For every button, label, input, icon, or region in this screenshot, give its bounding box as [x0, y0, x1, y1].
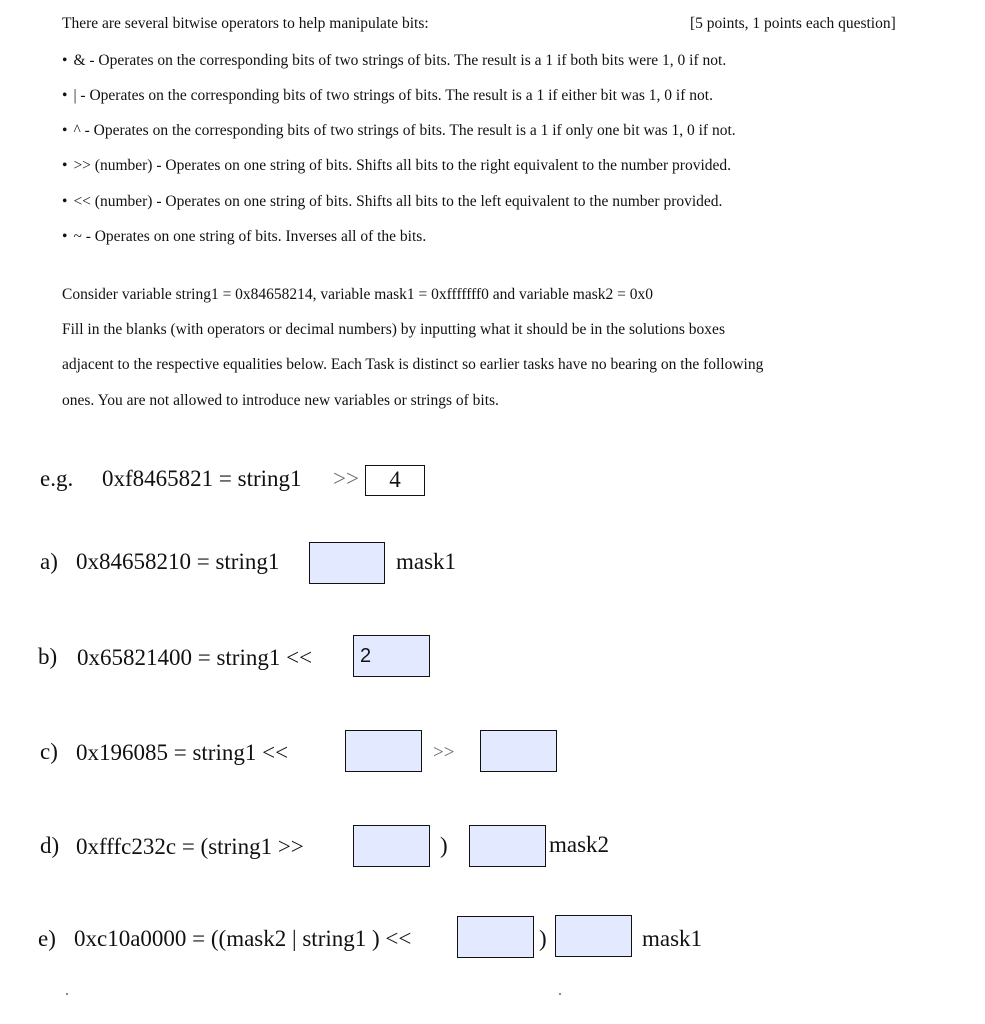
operator-symbol: &	[73, 52, 86, 69]
task-a-answer-input[interactable]	[309, 542, 385, 584]
example-answer-box: 4	[365, 465, 425, 496]
task-a-label: a)	[40, 549, 58, 574]
scan-dot	[559, 993, 561, 995]
task-b-answer-input[interactable]	[353, 635, 430, 677]
operator-desc: - Operates on the corresponding bits of two strings of bits. The result is a 1 if either bit was 1, 0 if not.	[80, 87, 713, 104]
bullet-icon: •	[62, 228, 68, 245]
operator-item	[62, 122, 736, 140]
example-expression: 0xf8465821 = string1	[102, 466, 302, 491]
operator-symbol: ^	[73, 122, 81, 139]
operator-item	[62, 157, 731, 175]
task-c-mid-operator: >>	[433, 742, 455, 763]
task-e-expression: 0xc10a0000 = ((mask2 | string1 ) <<	[74, 926, 412, 951]
operator-desc: - Operates on one string of bits. Shifts all bits to the left equivalent to the number provided.	[156, 193, 723, 210]
task-a-mask-text: mask1	[396, 549, 457, 574]
task-d-label: d)	[40, 833, 60, 858]
bullet-icon: •	[62, 52, 68, 69]
operator-desc: - Operates on the corresponding bits of two strings of bits. The result is a 1 if only one bit was 1, 0 if not.	[84, 122, 736, 139]
task-e-mask-text: mask1	[642, 926, 703, 951]
task-c-expression: 0x196085 = string1 <<	[76, 740, 289, 765]
task-e-close-paren: )	[539, 926, 547, 951]
instructions-line: ones. You are not allowed to introduce new variables or strings of bits.	[62, 392, 499, 409]
operator-symbol: >> (number)	[73, 157, 153, 174]
operator-item	[62, 87, 713, 105]
task-d-answer2-input[interactable]	[469, 825, 546, 867]
task-d-answer1-input[interactable]	[353, 825, 430, 867]
operator-symbol: ~	[73, 228, 82, 245]
task-c-answer2-input[interactable]	[480, 730, 557, 772]
task-c-label: c)	[40, 739, 58, 764]
bullet-icon: •	[62, 193, 68, 210]
instructions-line: Consider variable string1 = 0x84658214, variable mask1 = 0xfffffff0 and variable mask2 = 0x0	[62, 286, 654, 303]
task-d-expression: 0xfffc232c = (string1 >>	[76, 834, 304, 859]
task-b-label: b)	[38, 644, 58, 669]
task-e-answer1-input[interactable]	[457, 916, 534, 958]
operator-desc: - Operates on one string of bits. Shifts all bits to the right equivalent to the number provided.	[156, 157, 732, 174]
instructions-line: adjacent to the respective equalities below. Each Task is distinct so earlier tasks have no bearing on the following	[62, 356, 764, 373]
bullet-icon: •	[62, 122, 68, 139]
points-label: [5 points, 1 points each question]	[690, 15, 896, 32]
instructions-line: Fill in the blanks (with operators or decimal numbers) by inputting what it should be in the solutions boxes	[62, 321, 725, 338]
task-c-answer1-input[interactable]	[345, 730, 422, 772]
operator-item	[62, 193, 722, 211]
task-a-expression: 0x84658210 = string1	[76, 549, 280, 574]
operator-desc: - Operates on the corresponding bits of two strings of bits. The result is a 1 if both bits were 1, 0 if not.	[89, 52, 727, 69]
example-label: e.g.	[40, 466, 74, 491]
task-e-answer2-input[interactable]	[555, 915, 632, 957]
task-d-close-paren: )	[440, 833, 448, 858]
operator-item	[62, 52, 726, 70]
example-operator: >>	[333, 466, 359, 491]
intro-heading: There are several bitwise operators to help manipulate bits:	[62, 15, 429, 32]
operator-desc: - Operates on one string of bits. Inverses all of the bits.	[85, 228, 427, 245]
bullet-icon: •	[62, 87, 68, 104]
scan-dot	[66, 993, 68, 995]
operator-symbol: |	[73, 87, 77, 104]
operator-item	[62, 228, 426, 246]
bullet-icon: •	[62, 157, 68, 174]
task-b-expression: 0x65821400 = string1 <<	[77, 645, 313, 670]
operator-symbol: << (number)	[73, 193, 153, 210]
task-e-label: e)	[38, 926, 56, 951]
task-d-mask-text: mask2	[549, 832, 610, 857]
